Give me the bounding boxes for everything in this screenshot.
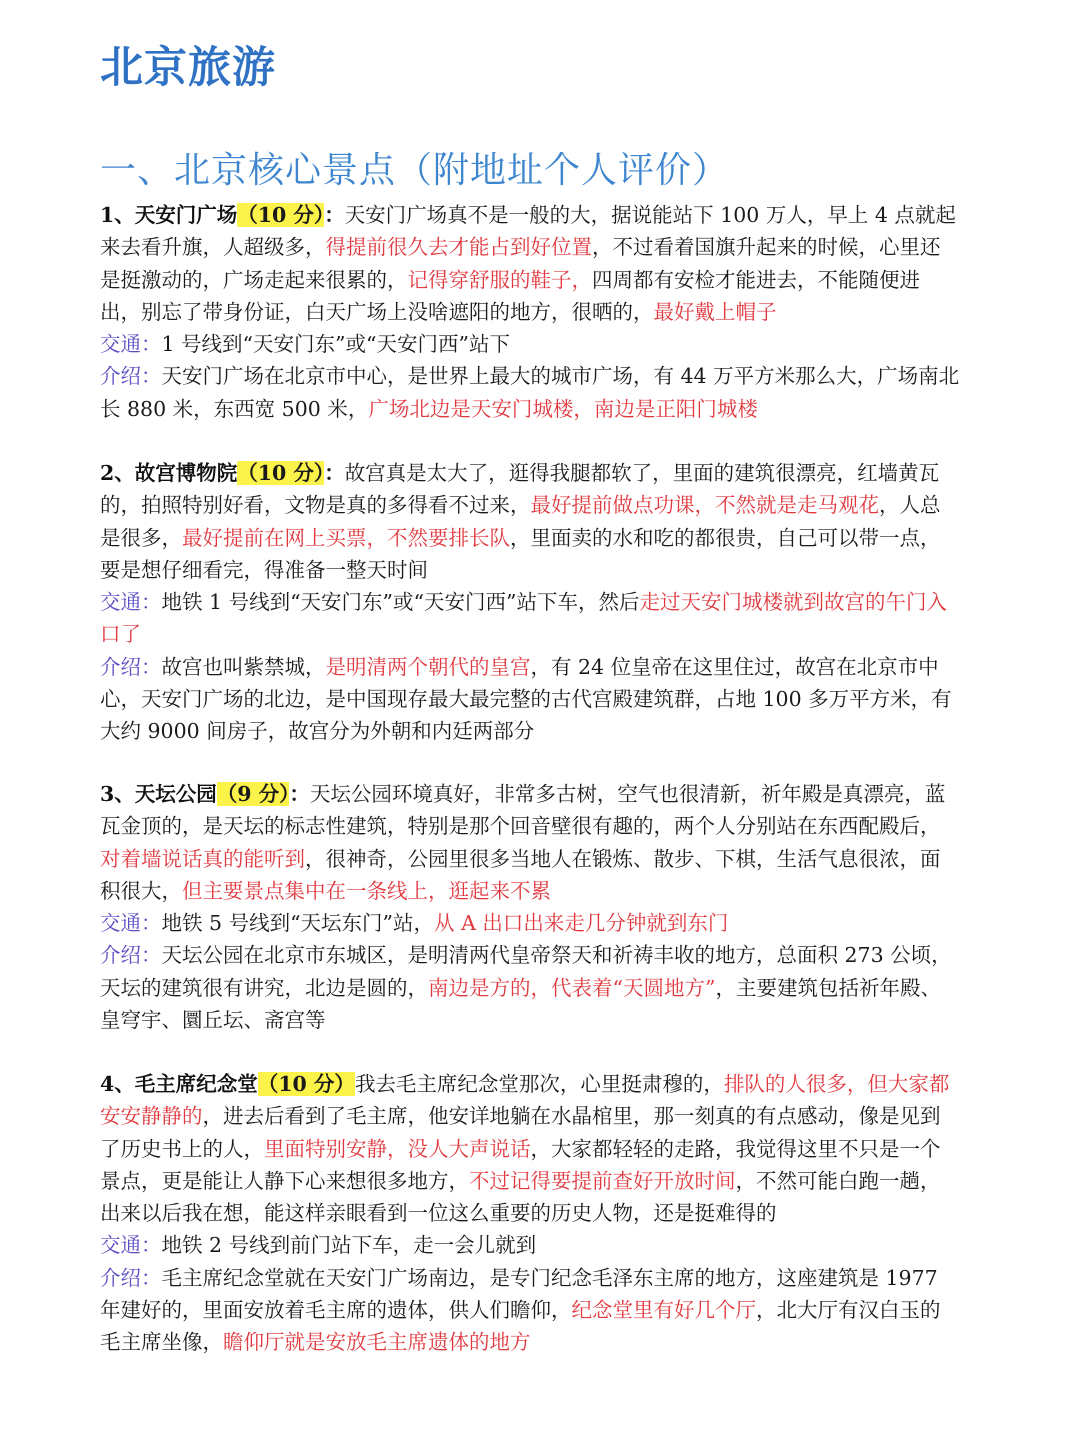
highlight-text: 最好提前在网上买票，不然要排长队 [182,525,510,550]
score-badge: （9 分） [216,782,290,806]
review-text: ，人总是很多， [100,493,941,550]
attraction-index: 1、 [100,203,135,227]
highlight-text: 排队的人很多，但大家都安安静静的 [100,1072,950,1129]
review-text: ，不过看着国旗升起来的时候，心里还是挺激动的，广场走起来很累的， [100,235,941,292]
highlight-text: 广场北边是天安门城楼，南边是正阳门城楼 [368,396,758,421]
transport-text: 地铁 5 号线到“天坛东门”站， [161,911,435,936]
intro-text: ，北大厅有汉白玉的毛主席坐像， [100,1298,941,1355]
attraction-entry [100,457,960,748]
highlight-text: 记得穿舒服的鞋子， [407,267,592,292]
transport-label: 交通： [100,911,162,936]
page-title: 北京旅游 [100,43,276,93]
intro-label: 介绍： [100,364,162,389]
colon: ： [324,461,345,485]
highlight-text: 最好提前做点功课，不然就是走马观花 [530,493,879,518]
attraction-index: 3、 [100,782,135,806]
transport-line [100,586,960,651]
transport-line [100,907,960,939]
review-text: ，不然可能白跑一趟，出来以后我在想，能这样亲眼看到一位这么重要的历史人物，还是挺难得的 [100,1168,941,1226]
review-text: ，大家都轻轻的走路，我觉得这里不只是一个景点，更是能让人静下心来想很多地方， [100,1136,941,1193]
review-text: 故宫真是太大了，逛得我腿都软了，里面的建筑很漂亮，红墙黄瓦的，拍照特别好看，文物是真的多得看不过来， [100,461,940,518]
attraction-entry [100,1068,960,1359]
attraction-name: 故宫博物院 [134,461,238,485]
intro-text: ，有 24 位皇帝在这里住过，故宫在北京市中心，天安门广场的北边，是中国现存最大最完整的古代宫殿建筑群，占地 100 多万平方米，有大约 9000 间房子，故宫分为外朝和内廷两部分 [100,654,952,744]
review-paragraph [100,199,960,328]
intro-text: 天坛公园在北京市东城区，是明清两代皇帝祭天和祈祷丰收的地方，总面积 273 公顷，天坛的建筑很有讲究，北边是圆的， [100,943,952,1000]
score-badge: （10 分） [237,461,325,485]
highlight-text: 走过天安门城楼就到故宫的午门入口了 [100,590,947,647]
transport-text: 地铁 1 号线到“天安门东”或“天安门西”站下车，然后 [161,590,640,615]
highlight-text: 纪念堂里有好几个厅 [571,1298,756,1323]
review-paragraph [100,1068,960,1229]
review-text: 我去毛主席纪念堂那次，心里挺肃穆的， [354,1072,724,1096]
attraction-entry [100,199,960,425]
intro-text: ，主要建筑包括祈年殿、皇穹宇、圜丘坛、斋宫等 [100,975,941,1033]
review-text: 天坛公园环境真好，非常多古树，空气也很清新，祈年殿是真漂亮，蓝瓦金顶的，是天坛的标志性建筑，特别是那个回音壁很有趣的，两个人分别站在东西配殿后， [100,782,946,839]
transport-label: 交通： [100,332,162,357]
intro-paragraph [100,360,960,425]
highlight-text: 是明清两个朝代的皇宫 [325,654,531,679]
review-paragraph [100,457,960,586]
review-text: ，很神奇，公园里很多当地人在锻炼、散步、下棋，生活气息很浓，面积很大， [100,846,941,903]
transport-text: 1 号线到“天安门东”或“天安门西”站下 [161,332,510,357]
transport-label: 交通： [100,1233,162,1258]
highlight-text: 瞻仰厅就是安放毛主席遗体的地方 [223,1330,531,1355]
review-paragraph [100,778,960,907]
attraction-name: 毛主席纪念堂 [134,1072,258,1096]
intro-paragraph [100,939,960,1036]
attraction-name: 天坛公园 [134,782,217,806]
review-text: ，里面卖的水和吃的都很贵，自己可以带一点，要是想仔细看完，得准备一整天时间 [100,525,941,582]
highlight-text: 里面特别安静，没人大声说话 [264,1136,531,1161]
intro-label: 介绍： [100,943,162,968]
transport-line [100,328,960,360]
intro-text: 天安门广场在北京市中心，是世界上最大的城市广场，有 44 万平方米那么大，广场南北长 880 米，东西宽 500 米， [100,364,960,421]
score-badge: （10 分） [237,203,325,227]
transport-label: 交通： [100,590,162,615]
highlight-text: 但主要景点集中在一条线上，逛起来不累 [182,878,551,903]
section-heading: 一、北京核心景点（附地址个人评价） [100,150,730,191]
colon: ： [289,782,310,806]
highlight-text: 对着墙说话真的能听到 [100,846,305,871]
transport-line [100,1229,960,1261]
attraction-index: 2、 [100,461,135,485]
intro-paragraph [100,651,960,748]
highlight-text: 南边是方的，代表着“天圆地方” [428,975,716,1000]
attraction-name: 天安门广场 [134,203,238,227]
intro-text: 故宫也叫紫禁城， [161,654,326,679]
review-text: 天安门广场真不是一般的大，据说能站下 100 万人，早上 4 点就起来去看升旗，人超级多， [100,203,956,260]
highlight-text: 从 A 出口出来走几分钟就到东门 [434,911,729,936]
highlight-text: 不过记得要提前查好开放时间 [469,1168,736,1193]
intro-label: 介绍： [100,1265,162,1290]
colon: ： [324,203,345,227]
review-text: ，进去后看到了毛主席，他安详地躺在水晶棺里，那一刻真的有点感动，像是见到了历史书上的人， [100,1104,941,1161]
score-badge: （10 分） [257,1072,355,1096]
highlight-text: 得提前很久去才能占到好位置 [325,235,592,260]
intro-paragraph [100,1262,960,1359]
attraction-entry [100,778,960,1036]
attraction-index: 4、 [100,1072,135,1096]
intro-text: 毛主席纪念堂就在天安门广场南边，是专门纪念毛泽东主席的地方，这座建筑是 1977 年建好的，里面安放着毛主席的遗体，供人们瞻仰， [100,1265,938,1323]
intro-label: 介绍： [100,654,162,679]
transport-text: 地铁 2 号线到前门站下车，走一会儿就到 [161,1233,537,1258]
highlight-text: 最好戴上帽子 [653,299,777,324]
review-text: 四周都有安检才能进去，不能随便进出，别忘了带身份证，白天广场上没啥遮阳的地方，很晒的， [100,267,920,324]
